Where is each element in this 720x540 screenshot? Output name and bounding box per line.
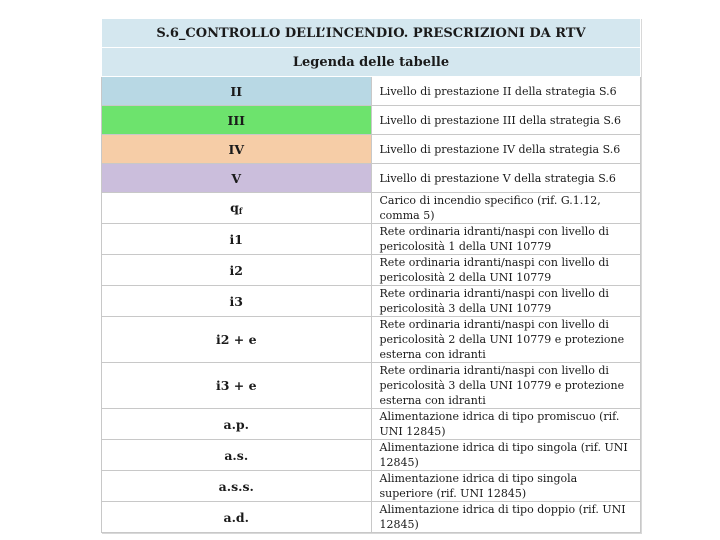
- legend-row-i3-e: [102, 363, 641, 409]
- i2-code: i2: [102, 255, 372, 286]
- ad-code: a.d.: [102, 502, 372, 533]
- qf-code: [102, 193, 372, 224]
- legend-row-as: [102, 440, 641, 471]
- i2-description: Rete ordinaria idranti/naspi con livello di pericolosità 2 della UNI 10779: [371, 255, 641, 286]
- qf-description: Carico di incendio specifico (rif. G.1.12, comma 5): [371, 193, 641, 224]
- level-iii-description: Livello di prestazione III della strategia S.6: [371, 106, 641, 135]
- table-subtitle: Legenda delle tabelle: [102, 48, 641, 77]
- i2-e-code: i2 + e: [102, 317, 372, 363]
- level-v-code: V: [102, 164, 372, 193]
- legend-table: [101, 18, 641, 533]
- legend-row-qf: [102, 193, 641, 224]
- legend-row-i2-e: [102, 317, 641, 363]
- i3-e-description: Rete ordinaria idranti/naspi con livello di pericolosità 3 della UNI 10779 e protezione esterna con idranti: [371, 363, 641, 409]
- level-iv-code: IV: [102, 135, 372, 164]
- level-ii-description: Livello di prestazione II della strategia S.6: [371, 77, 641, 106]
- legend-row-i3: [102, 286, 641, 317]
- i1-code: i1: [102, 224, 372, 255]
- i2-e-description: Rete ordinaria idranti/naspi con livello di pericolosità 2 della UNI 10779 e protezione esterna con idranti: [371, 317, 641, 363]
- ap-code: a.p.: [102, 409, 372, 440]
- legend-table-container: [101, 18, 641, 533]
- level-v-description: Livello di prestazione V della strategia S.6: [371, 164, 641, 193]
- legend-row-v: [102, 164, 641, 193]
- legend-row-iv: [102, 135, 641, 164]
- legend-row-ass: [102, 471, 641, 502]
- legend-row-ad: [102, 502, 641, 533]
- qf-subscript: f: [238, 206, 243, 216]
- ass-code: a.s.s.: [102, 471, 372, 502]
- table-title: S.6_CONTROLLO DELL’INCENDIO. PRESCRIZIONI DA RTV: [102, 19, 641, 48]
- level-iii-code: III: [102, 106, 372, 135]
- ap-description: Alimentazione idrica di tipo promiscuo (rif. UNI 12845): [371, 409, 641, 440]
- level-ii-code: II: [102, 77, 372, 106]
- level-iv-description: Livello di prestazione IV della strategia S.6: [371, 135, 641, 164]
- legend-row-iii: [102, 106, 641, 135]
- qf-symbol: q: [230, 200, 239, 215]
- i3-e-code: i3 + e: [102, 363, 372, 409]
- as-code: a.s.: [102, 440, 372, 471]
- table-title-row: [102, 19, 641, 48]
- table-subtitle-row: [102, 48, 641, 77]
- legend-row-ii: [102, 77, 641, 106]
- as-description: Alimentazione idrica di tipo singola (rif. UNI 12845): [371, 440, 641, 471]
- legend-row-i2: [102, 255, 641, 286]
- i1-description: Rete ordinaria idranti/naspi con livello di pericolosità 1 della UNI 10779: [371, 224, 641, 255]
- ass-description: Alimentazione idrica di tipo singola superiore (rif. UNI 12845): [371, 471, 641, 502]
- ad-description: Alimentazione idrica di tipo doppio (rif. UNI 12845): [371, 502, 641, 533]
- legend-row-ap: [102, 409, 641, 440]
- i3-code: i3: [102, 286, 372, 317]
- i3-description: Rete ordinaria idranti/naspi con livello di pericolosità 3 della UNI 10779: [371, 286, 641, 317]
- legend-row-i1: [102, 224, 641, 255]
